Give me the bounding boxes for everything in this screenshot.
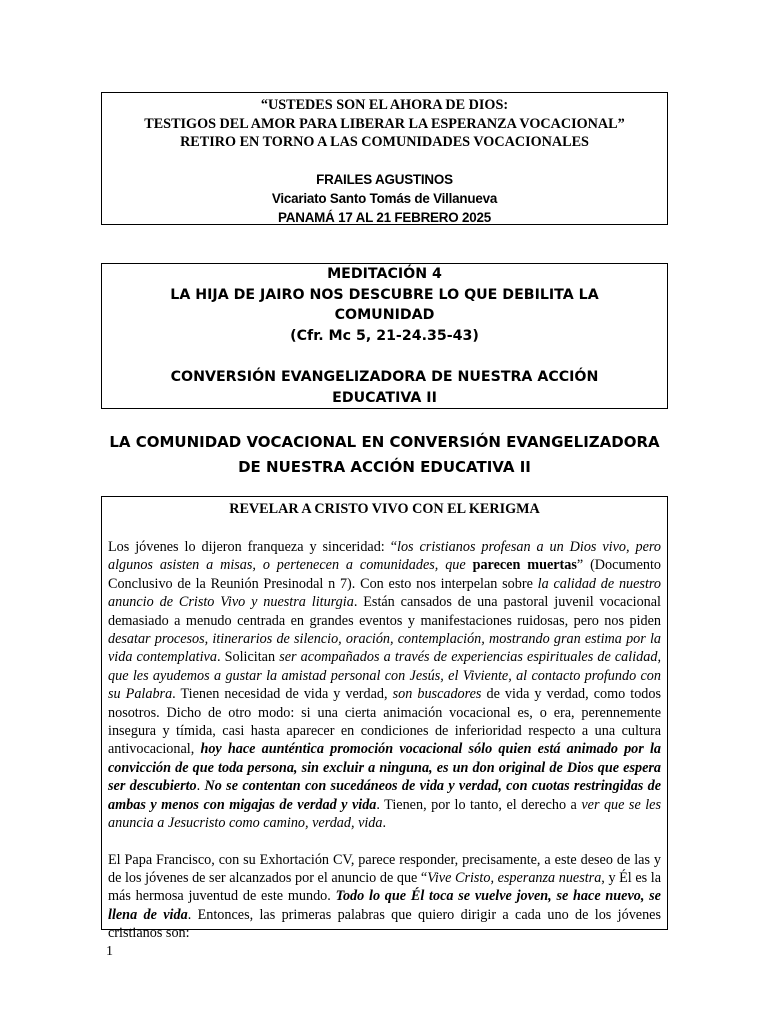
retreat-title-line-2: TESTIGOS DEL AMOR PARA LIBERAR LA ESPERANZA VOCACIONAL” — [144, 115, 625, 132]
text-run: . — [382, 815, 387, 832]
text-run: . — [196, 778, 205, 795]
text-run: El Papa Francisco, con su Exhortación CV, parece responder, precisamente, a este deseo de las y de los jóvenes de ser alcanzados por el anuncio de que “ — [108, 851, 661, 886]
meditation-title-line-1: LA HIJA DE JAIRO NOS DESCUBRE LO QUE DEBILITA LA — [170, 286, 599, 303]
text-run: . Entonces, las primeras palabras que quiero dirigir a cada uno de los jóvenes cristianos son: — [108, 906, 661, 942]
meditation-box — [101, 263, 668, 409]
meditation-number: MEDITACIÓN 4 — [327, 266, 442, 282]
meditation-subtitle-line-1: CONVERSIÓN EVANGELIZADORA DE NUESTRA ACCIÓN — [170, 368, 599, 385]
paragraph-2 — [108, 851, 661, 943]
bold-italic-run: hoy hace aunténtica promoción vocacional sólo quien está animado por la convicción de que toda persona, sin excluir a ninguna, es un don original de Dios que espera ser descubierto — [108, 741, 662, 795]
meditation-reference: (Cfr. Mc 5, 21-24.35-43) — [290, 327, 479, 344]
italic-run: los cristianos profesan a un Dios vivo, pero algunos asisten a misas, o pertenecen a comunidades, que — [108, 539, 661, 574]
text-run: de vida y verdad, como todos nosotros. Dicho de otro modo: si una cierta animación vocacional es, o era, perennemente insegura y tímida, casi hasta aparecer en condiciones de inferioridad respecto a una cultura antivocacional, — [108, 686, 662, 758]
main-text-box — [101, 496, 668, 942]
page-number: 1 — [106, 944, 113, 959]
retreat-title-line-3: RETIRO EN TORNO A LAS COMUNIDADES VOCACIONALES — [180, 134, 589, 150]
italic-run: ser acompañados a través de experiencias espirituales de calidad, que les ayudemos a gustar la amistad personal con Jesús, el Viviente, al contacto profundo con su Palabra — [108, 649, 661, 703]
text-run: ” (Documento Conclusivo de la Reunión Presinodal n 7). Con esto nos interpelan sobre — [108, 557, 662, 592]
organization-name: FRAILES AGUSTINOS — [316, 172, 453, 187]
italic-run: Vive Cristo, esperanza nuestra — [427, 869, 602, 886]
event-date-location: PANAMÁ 17 AL 21 FEBRERO 2025 — [278, 210, 491, 225]
section-title-line-2: DE NUESTRA ACCIÓN EDUCATIVA II — [238, 457, 531, 476]
text-run: . Solicitan — [216, 649, 280, 666]
retreat-title-line-1: “USTEDES SON EL AHORA DE DIOS: — [260, 97, 509, 113]
bold-italic-run: Todo lo que Él toca se vuelve joven, se hace nuevo, se llena de vida — [108, 888, 661, 923]
bold-run: parecen muertas — [472, 557, 577, 574]
section-title-line-1: LA COMUNIDAD VOCACIONAL EN CONVERSIÓN EVANGELIZADORA — [109, 433, 660, 451]
italic-run: desatar procesos, itinerarios de silencio, oración, contemplación, mostrando gran estima por la vida contemplativa — [108, 631, 661, 666]
text-run: . Tienen, por lo tanto, el derecho a — [376, 796, 582, 813]
meditation-subtitle-line-2: EDUCATIVA II — [332, 389, 437, 406]
text-run: . Tienen necesidad de vida y verdad, — [172, 686, 393, 703]
section-title — [101, 430, 668, 479]
italic-run: la calidad de nuestro anuncio de Cristo Vivo y nuestra liturgia — [108, 575, 661, 611]
header-box — [101, 92, 668, 225]
vicariate-name: Vicariato Santo Tomás de Villanueva — [271, 191, 498, 206]
paragraph-1 — [108, 538, 661, 833]
italic-run: ver que se les anuncia a Jesucristo como camino, verdad, vida — [108, 796, 661, 832]
bold-italic-run: No se contentan con sucedáneos de vida y verdad, con cuotas restringidas de ambas y menos con migajas de verdad y vida — [108, 778, 662, 813]
text-run: , y Él es la más hermosa juventud de este mundo. — [108, 869, 661, 905]
body-heading: REVELAR A CRISTO VIVO CON EL KERIGMA — [229, 501, 540, 517]
meditation-title-line-2: COMUNIDAD — [334, 307, 435, 324]
italic-run: son buscadores — [392, 686, 482, 703]
text-run: . Están cansados de una pastoral juvenil vocacional demasiado a menudo centrada en grandes eventos y manifestaciones ruidosas, pero nos piden — [108, 594, 661, 629]
text-run: Los jóvenes lo dijeron franqueza y sinceridad: “ — [108, 539, 397, 555]
